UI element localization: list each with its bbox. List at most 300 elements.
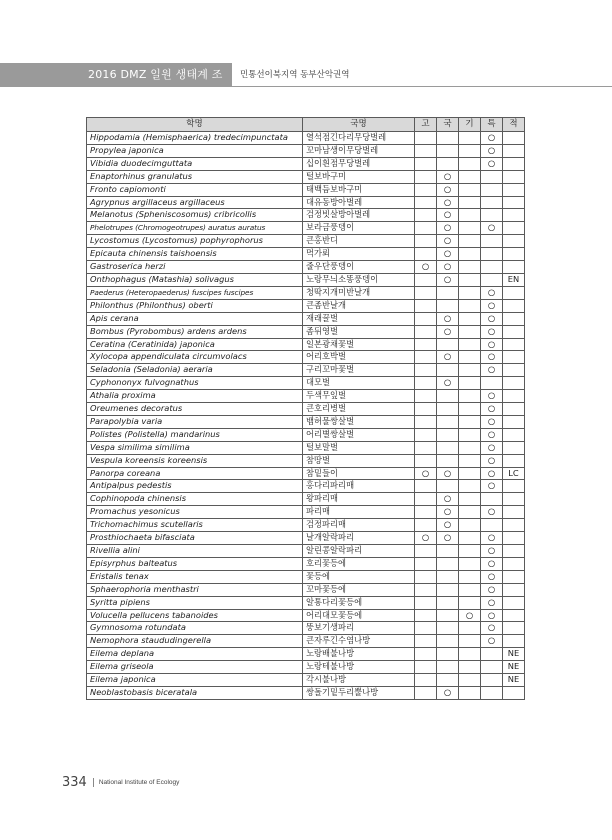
korean-name-cell: 왕파리매 <box>303 493 415 506</box>
scientific-name-cell: Syritta pipiens <box>87 596 303 609</box>
korean-name-cell: 검정파리매 <box>303 519 415 532</box>
teuk-mark-cell: ○ <box>481 622 503 635</box>
scientific-name-cell: Xylocopa appendiculata circumvolacs <box>87 351 303 364</box>
gi-mark-cell <box>459 686 481 699</box>
korean-name-cell: 두색무잎벌 <box>303 390 415 403</box>
go-mark-cell <box>415 609 437 622</box>
scientific-name-cell: Eilema japonica <box>87 674 303 687</box>
region-title: 민통선이북지역 동부산악권역 <box>240 70 350 80</box>
go-mark-cell <box>415 635 437 648</box>
guk-mark-cell <box>437 570 459 583</box>
teuk-mark-cell <box>481 686 503 699</box>
go-mark-cell <box>415 583 437 596</box>
teuk-mark-cell <box>481 661 503 674</box>
table-row <box>87 157 525 170</box>
guk-mark-cell <box>437 441 459 454</box>
teuk-mark-cell: ○ <box>481 609 503 622</box>
teuk-mark-cell: ○ <box>481 545 503 558</box>
table-row <box>87 415 525 428</box>
teuk-mark-cell <box>481 273 503 286</box>
jeok-mark-cell <box>503 596 525 609</box>
go-mark-cell <box>415 235 437 248</box>
jeok-mark-cell <box>503 519 525 532</box>
teuk-mark-cell: ○ <box>481 222 503 235</box>
jeok-mark-cell <box>503 351 525 364</box>
scientific-name-cell: Enaptorhinus granulatus <box>87 170 303 183</box>
teuk-mark-cell: ○ <box>481 338 503 351</box>
guk-mark-cell <box>437 609 459 622</box>
scientific-name-cell: Volucella pellucens tabanoides <box>87 609 303 622</box>
guk-mark-cell <box>437 390 459 403</box>
guk-mark-cell <box>437 545 459 558</box>
guk-mark-cell: ○ <box>437 686 459 699</box>
jeok-mark-cell <box>503 403 525 416</box>
gi-mark-cell <box>459 144 481 157</box>
go-mark-cell <box>415 144 437 157</box>
col-header-teuk: 특 <box>481 118 503 132</box>
gi-mark-cell <box>459 351 481 364</box>
table-row <box>87 132 525 145</box>
guk-mark-cell <box>437 338 459 351</box>
jeok-mark-cell <box>503 338 525 351</box>
guk-mark-cell: ○ <box>437 170 459 183</box>
jeok-mark-cell <box>503 183 525 196</box>
korean-name-cell: 청딱지개미반날개 <box>303 286 415 299</box>
table-row <box>87 622 525 635</box>
gi-mark-cell <box>459 157 481 170</box>
korean-name-cell: 노랑배불나방 <box>303 648 415 661</box>
table-row <box>87 570 525 583</box>
jeok-mark-cell <box>503 248 525 261</box>
institution-name: National Institute of Ecology <box>98 779 180 786</box>
table-row <box>87 428 525 441</box>
korean-name-cell: 노랑무늬소똥풍뎅이 <box>303 273 415 286</box>
table-row <box>87 674 525 687</box>
go-mark-cell <box>415 648 437 661</box>
korean-name-cell: 큰홍반디 <box>303 235 415 248</box>
jeok-mark-cell: LC <box>503 467 525 480</box>
scientific-name-cell: Epicauta chinensis taishoensis <box>87 248 303 261</box>
guk-mark-cell: ○ <box>437 506 459 519</box>
scientific-name-cell: Cophinopoda chinensis <box>87 493 303 506</box>
guk-mark-cell <box>437 648 459 661</box>
go-mark-cell <box>415 674 437 687</box>
scientific-name-cell: Propylea japonica <box>87 144 303 157</box>
gi-mark-cell <box>459 674 481 687</box>
table-row <box>87 261 525 274</box>
korean-name-cell: 줄우단풍뎅이 <box>303 261 415 274</box>
jeok-mark-cell <box>503 428 525 441</box>
scientific-name-cell: Phelotrupes (Chromogeotrupes) auratus auratus <box>87 222 303 235</box>
guk-mark-cell <box>437 286 459 299</box>
teuk-mark-cell <box>481 261 503 274</box>
guk-mark-cell: ○ <box>437 467 459 480</box>
teuk-mark-cell: ○ <box>481 570 503 583</box>
jeok-mark-cell <box>503 545 525 558</box>
korean-name-cell: 참땅벌 <box>303 454 415 467</box>
teuk-mark-cell: ○ <box>481 467 503 480</box>
scientific-name-cell: Apis cerana <box>87 312 303 325</box>
jeok-mark-cell <box>503 635 525 648</box>
korean-name-cell: 대모벌 <box>303 377 415 390</box>
teuk-mark-cell: ○ <box>481 454 503 467</box>
jeok-mark-cell <box>503 325 525 338</box>
jeok-mark-cell <box>503 364 525 377</box>
jeok-mark-cell <box>503 415 525 428</box>
go-mark-cell <box>415 299 437 312</box>
table-row <box>87 403 525 416</box>
scientific-name-cell: Gastroserica herzi <box>87 261 303 274</box>
teuk-mark-cell: ○ <box>481 157 503 170</box>
guk-mark-cell: ○ <box>437 312 459 325</box>
korean-name-cell: 큰자루긴수염나방 <box>303 635 415 648</box>
gi-mark-cell <box>459 532 481 545</box>
teuk-mark-cell: ○ <box>481 390 503 403</box>
gi-mark-cell <box>459 377 481 390</box>
table-row <box>87 312 525 325</box>
teuk-mark-cell: ○ <box>481 312 503 325</box>
go-mark-cell <box>415 157 437 170</box>
table-row <box>87 596 525 609</box>
korean-name-cell: 털보바구미 <box>303 170 415 183</box>
table-row <box>87 377 525 390</box>
guk-mark-cell: ○ <box>437 351 459 364</box>
guk-mark-cell <box>437 299 459 312</box>
korean-name-cell: 참밑들이 <box>303 467 415 480</box>
col-header-scientific-name: 학명 <box>87 118 303 132</box>
korean-name-cell: 호리꽃등에 <box>303 557 415 570</box>
guk-mark-cell: ○ <box>437 273 459 286</box>
table-row <box>87 635 525 648</box>
korean-name-cell: 구리꼬마꽃벌 <box>303 364 415 377</box>
go-mark-cell <box>415 428 437 441</box>
table-row <box>87 480 525 493</box>
go-mark-cell <box>415 312 437 325</box>
korean-name-cell: 날개알락파리 <box>303 532 415 545</box>
table-row <box>87 648 525 661</box>
table-row <box>87 196 525 209</box>
korean-name-cell: 알린콩알락파리 <box>303 545 415 558</box>
scientific-name-cell: Eilema griseola <box>87 661 303 674</box>
table-row <box>87 286 525 299</box>
teuk-mark-cell: ○ <box>481 403 503 416</box>
scientific-name-cell: Rivellia alini <box>87 545 303 558</box>
go-mark-cell <box>415 248 437 261</box>
korean-name-cell: 털보말벌 <box>303 441 415 454</box>
go-mark-cell <box>415 441 437 454</box>
table-row <box>87 170 525 183</box>
table-row <box>87 519 525 532</box>
go-mark-cell <box>415 480 437 493</box>
go-mark-cell <box>415 506 437 519</box>
go-mark-cell <box>415 209 437 222</box>
teuk-mark-cell: ○ <box>481 557 503 570</box>
gi-mark-cell <box>459 596 481 609</box>
jeok-mark-cell <box>503 144 525 157</box>
scientific-name-cell: Vespa similima similima <box>87 441 303 454</box>
gi-mark-cell <box>459 622 481 635</box>
table-row <box>87 506 525 519</box>
gi-mark-cell <box>459 583 481 596</box>
guk-mark-cell <box>437 674 459 687</box>
jeok-mark-cell <box>503 157 525 170</box>
scientific-name-cell: Melanotus (Spheniscosomus) cribricollis <box>87 209 303 222</box>
guk-mark-cell <box>437 144 459 157</box>
guk-mark-cell: ○ <box>437 261 459 274</box>
guk-mark-cell <box>437 157 459 170</box>
guk-mark-cell <box>437 557 459 570</box>
gi-mark-cell <box>459 132 481 145</box>
teuk-mark-cell: ○ <box>481 596 503 609</box>
gi-mark-cell <box>459 467 481 480</box>
teuk-mark-cell: ○ <box>481 441 503 454</box>
jeok-mark-cell <box>503 312 525 325</box>
scientific-name-cell: Trichomachimus scutellaris <box>87 519 303 532</box>
page-footer <box>62 772 179 788</box>
korean-name-cell: 대유동방아벌레 <box>303 196 415 209</box>
guk-mark-cell: ○ <box>437 183 459 196</box>
go-mark-cell <box>415 222 437 235</box>
gi-mark-cell <box>459 635 481 648</box>
go-mark-cell <box>415 364 437 377</box>
page-number: 334 <box>62 775 87 790</box>
col-header-guk: 국 <box>437 118 459 132</box>
table-row <box>87 338 525 351</box>
go-mark-cell <box>415 415 437 428</box>
guk-mark-cell <box>437 403 459 416</box>
jeok-mark-cell <box>503 493 525 506</box>
korean-name-cell: 뚱보기생파리 <box>303 622 415 635</box>
scientific-name-cell: Polistes (Polistella) mandarinus <box>87 428 303 441</box>
jeok-mark-cell: NE <box>503 674 525 687</box>
table-row <box>87 454 525 467</box>
guk-mark-cell <box>437 415 459 428</box>
header-rule <box>232 86 612 87</box>
gi-mark-cell <box>459 480 481 493</box>
scientific-name-cell: Paederus (Heteropaederus) fuscipes fuscipes <box>87 286 303 299</box>
teuk-mark-cell <box>481 493 503 506</box>
go-mark-cell <box>415 170 437 183</box>
scientific-name-cell: Onthophagus (Matashia) solivagus <box>87 273 303 286</box>
go-mark-cell <box>415 545 437 558</box>
go-mark-cell <box>415 325 437 338</box>
table-row <box>87 609 525 622</box>
guk-mark-cell <box>437 661 459 674</box>
gi-mark-cell <box>459 170 481 183</box>
go-mark-cell <box>415 390 437 403</box>
gi-mark-cell <box>459 519 481 532</box>
table-row <box>87 686 525 699</box>
guk-mark-cell: ○ <box>437 248 459 261</box>
scientific-name-cell: Nemophora staududingerella <box>87 635 303 648</box>
table-row <box>87 209 525 222</box>
guk-mark-cell: ○ <box>437 532 459 545</box>
teuk-mark-cell: ○ <box>481 364 503 377</box>
table-row <box>87 235 525 248</box>
jeok-mark-cell <box>503 261 525 274</box>
teuk-mark-cell: ○ <box>481 325 503 338</box>
gi-mark-cell <box>459 428 481 441</box>
teuk-mark-cell <box>481 674 503 687</box>
teuk-mark-cell: ○ <box>481 480 503 493</box>
guk-mark-cell: ○ <box>437 209 459 222</box>
korean-name-cell: 어리별쌍살벌 <box>303 428 415 441</box>
jeok-mark-cell <box>503 583 525 596</box>
go-mark-cell <box>415 351 437 364</box>
korean-name-cell: 일본광채꽃벌 <box>303 338 415 351</box>
teuk-mark-cell: ○ <box>481 351 503 364</box>
guk-mark-cell: ○ <box>437 493 459 506</box>
jeok-mark-cell <box>503 222 525 235</box>
gi-mark-cell <box>459 390 481 403</box>
gi-mark-cell <box>459 648 481 661</box>
scientific-name-cell: Athalia proxima <box>87 390 303 403</box>
guk-mark-cell: ○ <box>437 222 459 235</box>
table-row <box>87 441 525 454</box>
gi-mark-cell <box>459 415 481 428</box>
korean-name-cell: 검정빗살방아벌레 <box>303 209 415 222</box>
teuk-mark-cell: ○ <box>481 506 503 519</box>
korean-name-cell: 재래꿀벌 <box>303 312 415 325</box>
guk-mark-cell <box>437 583 459 596</box>
col-header-gi: 기 <box>459 118 481 132</box>
jeok-mark-cell <box>503 209 525 222</box>
go-mark-cell <box>415 286 437 299</box>
go-mark-cell <box>415 622 437 635</box>
go-mark-cell <box>415 596 437 609</box>
guk-mark-cell <box>437 596 459 609</box>
go-mark-cell <box>415 454 437 467</box>
korean-name-cell: 각시불나방 <box>303 674 415 687</box>
korean-name-cell: 뱀허물쌍살벌 <box>303 415 415 428</box>
korean-name-cell: 꼬마남생이무당벌레 <box>303 144 415 157</box>
go-mark-cell: ○ <box>415 261 437 274</box>
korean-name-cell: 보라금풍뎅이 <box>303 222 415 235</box>
teuk-mark-cell: ○ <box>481 299 503 312</box>
guk-mark-cell <box>437 132 459 145</box>
korean-name-cell: 십이흰점무당벌레 <box>303 157 415 170</box>
guk-mark-cell <box>437 622 459 635</box>
go-mark-cell <box>415 132 437 145</box>
teuk-mark-cell <box>481 377 503 390</box>
teuk-mark-cell <box>481 196 503 209</box>
gi-mark-cell <box>459 312 481 325</box>
guk-mark-cell: ○ <box>437 377 459 390</box>
table-row <box>87 364 525 377</box>
gi-mark-cell <box>459 261 481 274</box>
table-row <box>87 273 525 286</box>
scientific-name-cell: Sphaerophoria menthastri <box>87 583 303 596</box>
gi-mark-cell <box>459 441 481 454</box>
scientific-name-cell: Agrypnus argillaceus argillaceus <box>87 196 303 209</box>
scientific-name-cell: Prosthiochaeta bifasciata <box>87 532 303 545</box>
teuk-mark-cell: ○ <box>481 132 503 145</box>
teuk-mark-cell: ○ <box>481 144 503 157</box>
gi-mark-cell <box>459 222 481 235</box>
footer-divider <box>93 778 94 787</box>
guk-mark-cell: ○ <box>437 325 459 338</box>
korean-name-cell: 태백듬보바구미 <box>303 183 415 196</box>
gi-mark-cell <box>459 403 481 416</box>
gi-mark-cell <box>459 235 481 248</box>
korean-name-cell: 먹가뢰 <box>303 248 415 261</box>
go-mark-cell <box>415 183 437 196</box>
korean-name-cell: 큰좀반날개 <box>303 299 415 312</box>
korean-name-cell: 홍다리파리매 <box>303 480 415 493</box>
go-mark-cell <box>415 519 437 532</box>
korean-name-cell: 어리호박벌 <box>303 351 415 364</box>
gi-mark-cell <box>459 183 481 196</box>
gi-mark-cell <box>459 299 481 312</box>
running-header <box>0 63 612 105</box>
gi-mark-cell <box>459 196 481 209</box>
teuk-mark-cell: ○ <box>481 583 503 596</box>
col-header-go: 고 <box>415 118 437 132</box>
table-row <box>87 183 525 196</box>
go-mark-cell <box>415 196 437 209</box>
scientific-name-cell: Hippodamia (Hemisphaerica) tredecimpunctata <box>87 132 303 145</box>
table-row <box>87 493 525 506</box>
go-mark-cell <box>415 403 437 416</box>
gi-mark-cell <box>459 248 481 261</box>
korean-name-cell: 좀뒤영벌 <box>303 325 415 338</box>
guk-mark-cell <box>437 480 459 493</box>
go-mark-cell <box>415 273 437 286</box>
korean-name-cell: 꽃등에 <box>303 570 415 583</box>
jeok-mark-cell <box>503 622 525 635</box>
gi-mark-cell <box>459 661 481 674</box>
gi-mark-cell <box>459 325 481 338</box>
table-header-row <box>87 118 525 132</box>
guk-mark-cell: ○ <box>437 519 459 532</box>
teuk-mark-cell <box>481 648 503 661</box>
jeok-mark-cell <box>503 557 525 570</box>
go-mark-cell <box>415 557 437 570</box>
go-mark-cell <box>415 493 437 506</box>
korean-name-cell: 어리대모꽃등에 <box>303 609 415 622</box>
jeok-mark-cell <box>503 609 525 622</box>
korean-name-cell: 큰호리병벌 <box>303 403 415 416</box>
scientific-name-cell: Eilema deplana <box>87 648 303 661</box>
korean-name-cell: 꼬마꽃등에 <box>303 583 415 596</box>
table-row <box>87 583 525 596</box>
teuk-mark-cell: ○ <box>481 635 503 648</box>
scientific-name-cell: Seladonia (Seladonia) aeraria <box>87 364 303 377</box>
scientific-name-cell: Philonthus (Philonthus) oberti <box>87 299 303 312</box>
table-row <box>87 390 525 403</box>
jeok-mark-cell <box>503 299 525 312</box>
teuk-mark-cell: ○ <box>481 532 503 545</box>
guk-mark-cell <box>437 428 459 441</box>
scientific-name-cell: Episyrphus balteatus <box>87 557 303 570</box>
teuk-mark-cell <box>481 170 503 183</box>
scientific-name-cell: Gymnosoma rotundata <box>87 622 303 635</box>
go-mark-cell: ○ <box>415 532 437 545</box>
jeok-mark-cell <box>503 532 525 545</box>
scientific-name-cell: Panorpa coreana <box>87 467 303 480</box>
jeok-mark-cell <box>503 196 525 209</box>
jeok-mark-cell <box>503 377 525 390</box>
korean-name-cell: 알통다리꽃등에 <box>303 596 415 609</box>
table-row <box>87 144 525 157</box>
scientific-name-cell: Promachus yesonicus <box>87 506 303 519</box>
go-mark-cell: ○ <box>415 467 437 480</box>
teuk-mark-cell <box>481 183 503 196</box>
section-title: 2016 DMZ 일원 생태계 조사 <box>0 63 232 87</box>
jeok-mark-cell <box>503 480 525 493</box>
table-row <box>87 557 525 570</box>
scientific-name-cell: Lycostomus (Lycostomus) pophyrophorus <box>87 235 303 248</box>
